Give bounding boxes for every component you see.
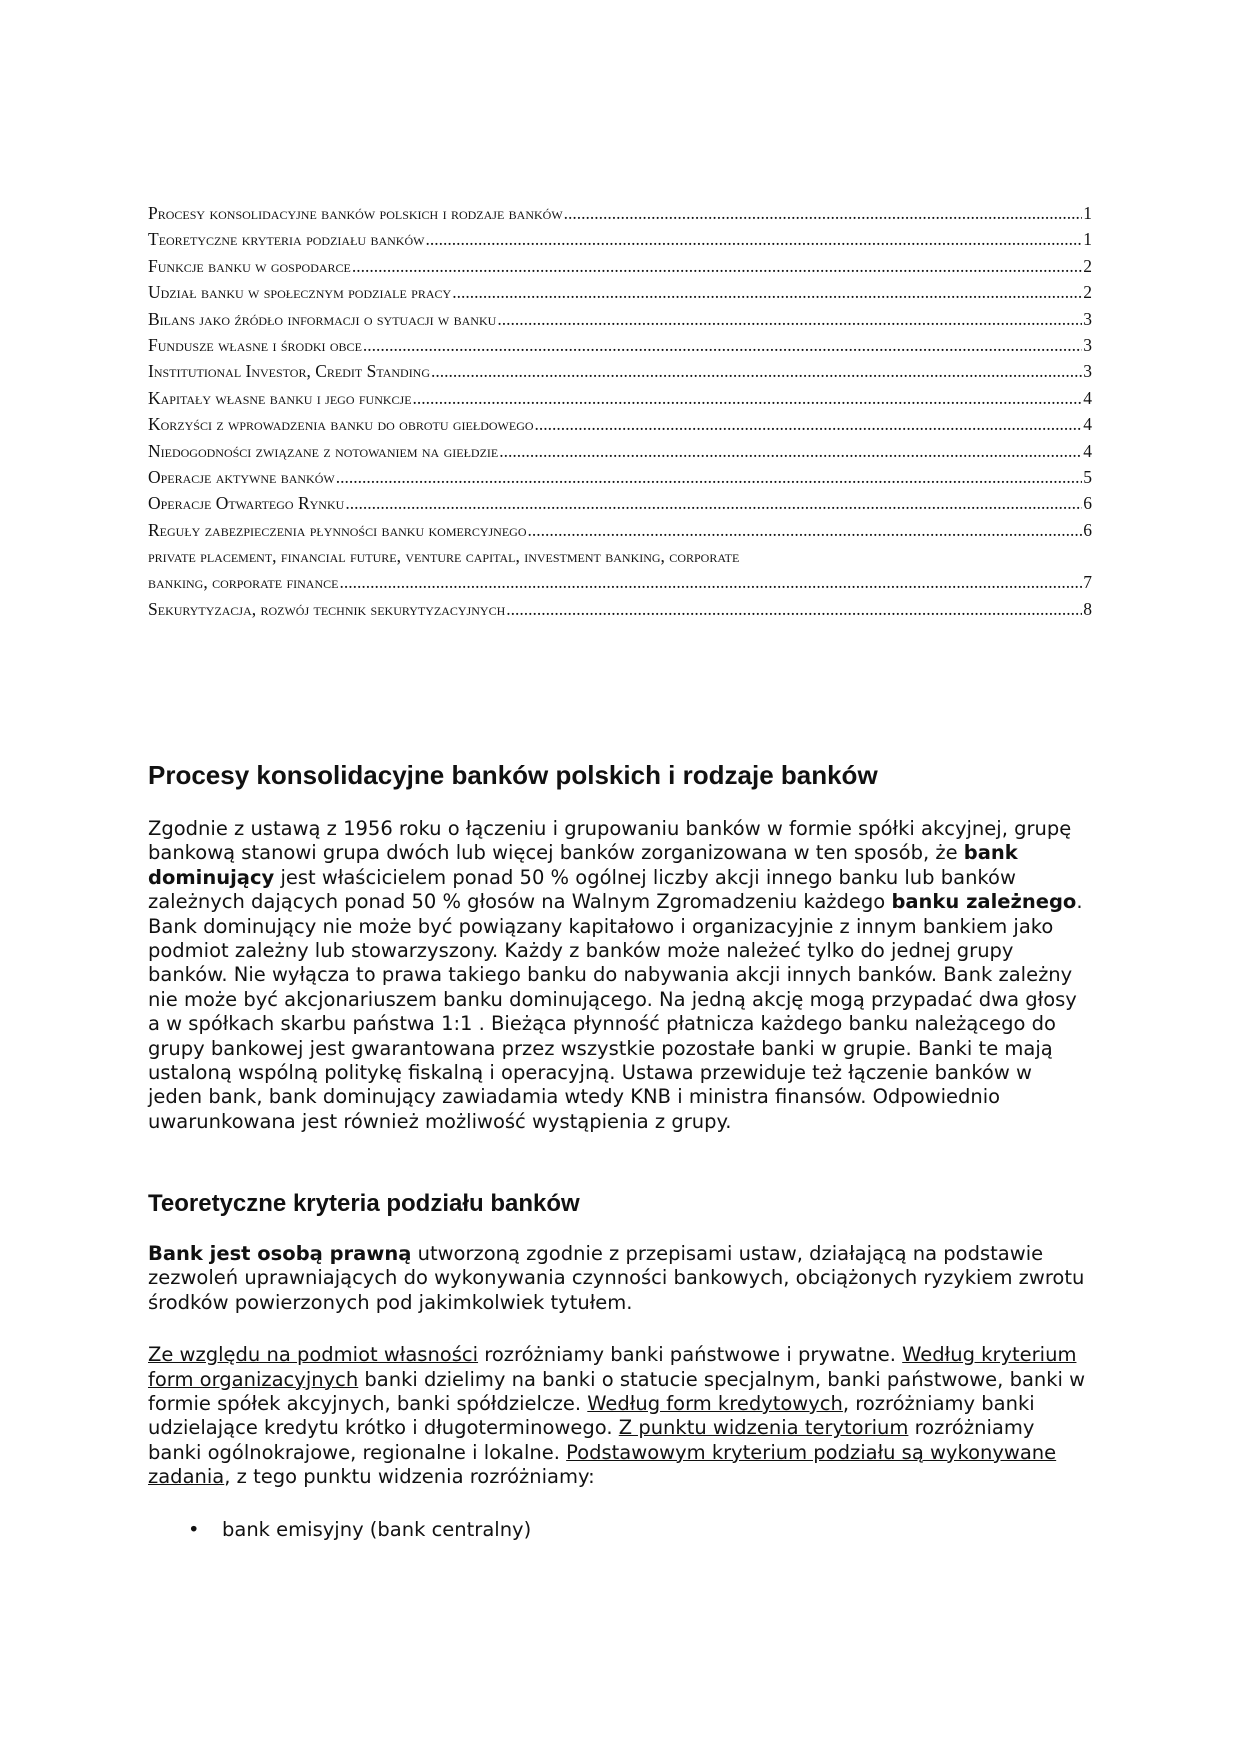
toc-entry-page: 1 — [1083, 229, 1092, 250]
toc-entry-page: 4 — [1083, 440, 1092, 461]
toc-leader — [535, 411, 1083, 437]
toc-entry-page: 1 — [1083, 202, 1092, 223]
underlined-criterion: Podstawowym kryterium podziału są wykonywane zadania — [148, 1440, 1057, 1489]
toc-entry-title: private placement, financial future, venture capital, investment banking, corporate — [148, 546, 740, 567]
toc-entry-title: Udział banku w społecznym podziale pracy — [148, 282, 452, 303]
toc-entry[interactable] — [148, 517, 1092, 543]
toc-entry-title: Sekurytyzacja, rozwój technik sekurytyzacyjnych — [148, 598, 506, 619]
underlined-criterion: Ze względu na podmiot własności — [148, 1343, 479, 1367]
section-heading: Procesy konsolidacyjne banków polskich i rodzaje banków — [148, 760, 878, 790]
toc-leader — [499, 438, 1082, 464]
underlined-criterion: Z punktu widzenia terytorium — [618, 1416, 909, 1440]
section-consolidation — [148, 760, 1092, 1134]
text-run: jest właścicielem ponad 50 % ogólnej liczby akcji innego banku lub banków zależnych dających ponad 50 % głosów na Walnym Zgromadzeniu każdego — [148, 865, 1016, 914]
toc-entry-title: Teoretyczne kryteria podziału banków — [148, 229, 425, 250]
toc-entry[interactable] — [148, 464, 1092, 490]
toc-leader — [431, 358, 1082, 384]
table-of-contents — [148, 200, 1092, 622]
toc-entry[interactable] — [148, 332, 1092, 358]
paragraph — [148, 1242, 1092, 1315]
toc-entry[interactable] — [148, 200, 1092, 226]
toc-entry-title: Bilans jako źródło informacji o sytuacji w banku — [148, 308, 497, 329]
toc-leader — [528, 517, 1083, 543]
toc-entry-title: Operacje aktywne banków — [148, 466, 335, 487]
bold-term: bank dominujący — [148, 841, 1018, 889]
paragraph — [148, 1343, 1092, 1489]
toc-entry[interactable] — [148, 411, 1092, 437]
toc-entry[interactable] — [148, 438, 1092, 464]
paragraph — [148, 817, 1092, 1134]
toc-entry-page: 3 — [1083, 308, 1092, 329]
toc-entry-title: Reguły zabezpieczenia płynności banku komercyjnego — [148, 519, 527, 540]
toc-leader — [506, 596, 1082, 622]
toc-entry-page: 2 — [1083, 255, 1092, 276]
toc-leader — [336, 464, 1083, 490]
toc-entry-page: 4 — [1083, 414, 1092, 435]
toc-leader — [413, 385, 1083, 411]
text-run: . Bank dominujący nie może być powiązany kapitałowo i organizacyjnie z innym bankiem jako podmiot zależny lub stowarzyszony. Każdy z banków może należeć tylko do jednej grupy banków. Nie wyłącza to prawa takiego banku do nabywania akcji innych banków. Bank zależny nie może być akcjonariuszem banku dominującego. Na jedną akcję mogą przypadać dwa głosy a w spółkach skarbu państwa 1:1 . Bieżąca płynność płatnicza każdego banku należącego do grupy bankowej jest gwarantowana przez wszystkie pozostałe banki w grupie. Banki te mają ustaloną wspólną politykę fiskalną i operacyjną. Ustawa przewiduje też łączenie banków w jeden bank, bank dominujący zawiadamia wtedy KNB i ministra finansów. Odpowiednio uwarunkowana jest również możliwość wystąpienia z grupy. — [148, 890, 1083, 1133]
toc-entry-page: 6 — [1083, 493, 1092, 514]
toc-entry-page: 8 — [1083, 598, 1092, 619]
toc-entry-page: 4 — [1083, 387, 1092, 408]
toc-entry[interactable] — [148, 490, 1092, 516]
toc-entry-title: Kapitały własne banku i jego funkcje — [148, 387, 412, 408]
toc-entry-title: Fundusze własne i środki obce — [148, 334, 362, 355]
toc-entry-page: 3 — [1083, 334, 1092, 355]
toc-leader — [352, 253, 1082, 279]
toc-entry[interactable] — [148, 226, 1092, 252]
toc-leader — [425, 226, 1082, 252]
toc-entry[interactable] — [148, 596, 1092, 622]
toc-entry-title-cont: banking, corporate finance — [148, 572, 339, 593]
section-criteria — [148, 1190, 1092, 1542]
toc-entry-title: Funkcje banku w gospodarce — [148, 255, 351, 276]
list-item — [148, 1518, 1092, 1542]
text-run: Zgodnie z ustawą z 1956 roku o łączeniu i grupowaniu banków w formie spółki akcyjnej, grupę bankową stanowi grupa dwóch lub więcej banków zorganizowana w ten sposób, że — [148, 817, 1072, 865]
toc-entry-page: 6 — [1083, 519, 1092, 540]
toc-entry-title: Procesy konsolidacyjne banków polskich i rodzaje banków — [148, 202, 563, 223]
text-run: utworzoną zgodnie z przepisami ustaw, działającą na podstawie zezwoleń uprawniających do wykonywania czynności bankowych, obciążonych ryzykiem zwrotu środków powierzonych pod jakimkolwiek tytułem. — [148, 1242, 1085, 1314]
toc-entry-page: 2 — [1083, 282, 1092, 303]
toc-leader — [497, 306, 1082, 332]
toc-entry[interactable] — [148, 543, 1092, 596]
toc-entry[interactable] — [148, 253, 1092, 279]
toc-entry-title: Operacje Otwartego Rynku — [148, 493, 345, 514]
text-run: rozróżniamy banki państwowe i prywatne. — [478, 1343, 903, 1367]
toc-entry-title: Niedogodności związane z notowaniem na giełdzie — [148, 440, 499, 461]
underlined-criterion: Według kryterium form organizacyjnych — [148, 1343, 1077, 1391]
toc-entry[interactable] — [148, 306, 1092, 332]
toc-entry-page: 5 — [1083, 466, 1092, 487]
toc-leader — [339, 569, 1082, 595]
toc-entry[interactable] — [148, 279, 1092, 305]
underlined-criterion: Według form kredytowych — [587, 1392, 843, 1416]
toc-leader — [345, 490, 1082, 516]
text-run: , rozróżniamy banki udzielające kredytu krótko i długoterminowego. — [148, 1392, 1035, 1440]
toc-leader — [564, 200, 1083, 226]
toc-entry-page: 3 — [1083, 361, 1092, 382]
toc-entry[interactable] — [148, 358, 1092, 384]
list-item-text: bank emisyjny (bank centralny) — [222, 1517, 532, 1541]
text-run: rozróżniamy banki ogólnokrajowe, regionalne i lokalne. — [148, 1416, 1035, 1464]
text-run: banki dzielimy na banki o statucie specjalnym, banki państwowe, banki w formie spółek akcyjnych, banki spółdzielcze. — [148, 1367, 1086, 1416]
bullet-icon: • — [188, 1517, 200, 1541]
bold-term: Bank jest osobą prawną — [148, 1242, 412, 1265]
toc-leader — [363, 332, 1082, 358]
toc-entry-page: 7 — [1083, 572, 1092, 593]
toc-entry-title: Institutional Investor, Credit Standing — [148, 361, 431, 382]
toc-entry[interactable] — [148, 385, 1092, 411]
section-heading: Teoretyczne kryteria podziału banków — [148, 1190, 580, 1217]
bold-term: banku zależnego — [891, 890, 1077, 914]
toc-entry-title: Korzyści z wprowadzenia banku do obrotu giełdowego — [148, 414, 534, 435]
bullet-list — [148, 1518, 1092, 1542]
toc-leader — [452, 279, 1082, 305]
text-run: , z tego punktu widzenia rozróżniamy: — [224, 1465, 595, 1489]
